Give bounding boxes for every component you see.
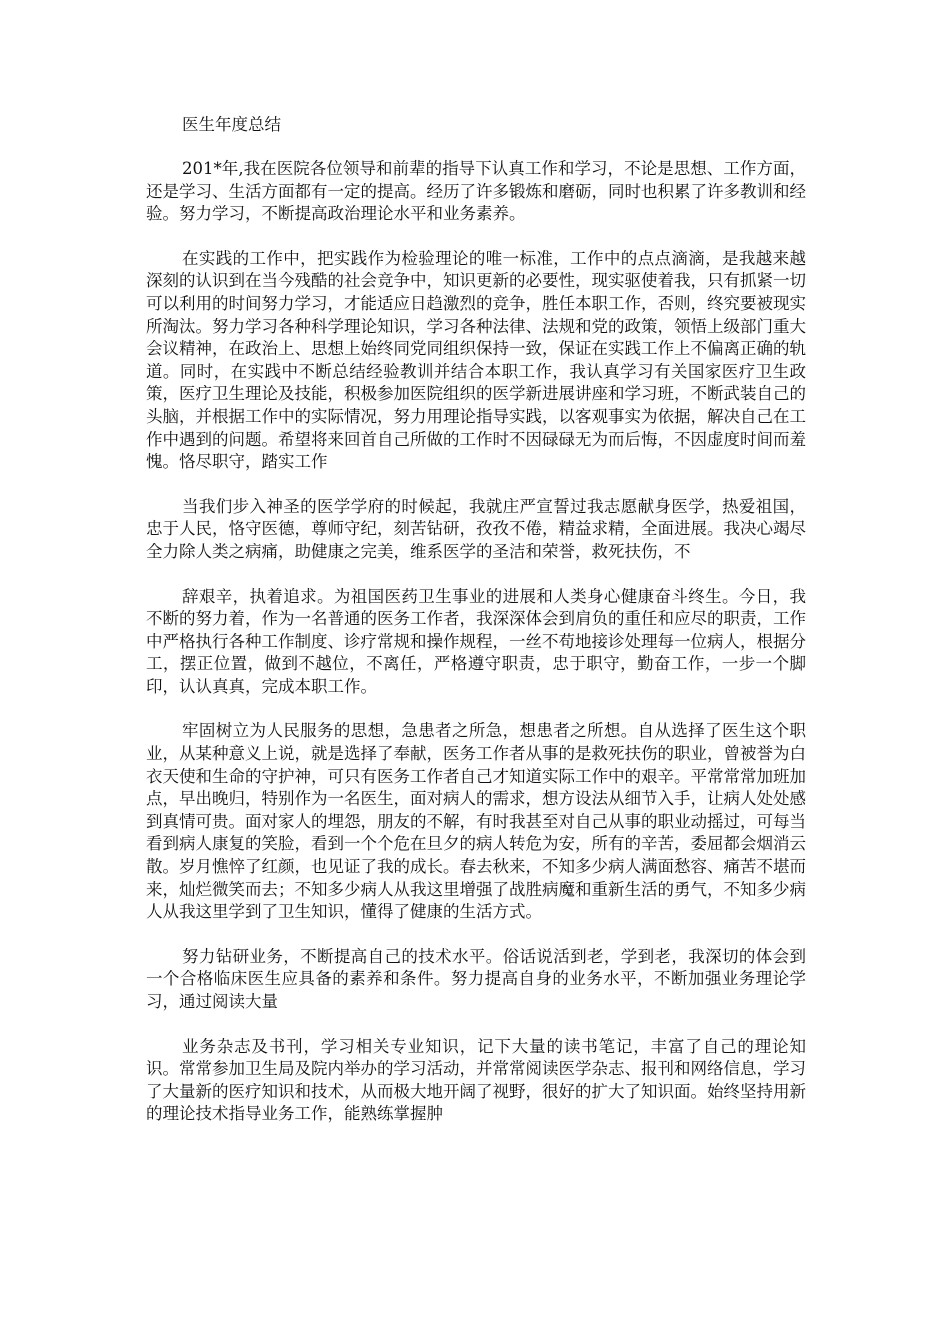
paragraph-7: 业务杂志及书刊，学习相关专业知识，记下大量的读书笔记，丰富了自己的理论知识。常常参加卫生局及院内举办的学习活动，并常常阅读医学杂志、报刊和网络信息，学习了大量新的医疗知识和技术，从而极大地开阔了视野，很好的扩大了知识面。始终坚持用新的理论技术指导业务工作，能熟练掌握肿 — [146, 1036, 806, 1124]
document-body — [146, 114, 806, 1148]
paragraph-4: 辞艰辛，执着追求。为祖国医药卫生事业的进展和人类身心健康奋斗终生。今日，我不断的努力着，作为一名普通的医务工作者，我深深体会到肩负的重任和应尽的职责，工作中严格执行各种工作制度、诊疗常规和操作规程，一丝不苟地接诊处理每一位病人，根据分工，摆正位置，做到不越位，不离任，严格遵守职责，忠于职守，勤奋工作，一步一个脚印，认认真真，完成本职工作。 — [146, 586, 806, 696]
paragraph-1: 201*年,我在医院各位领导和前辈的指导下认真工作和学习，不论是思想、工作方面，还是学习、生活方面都有一定的提高。经历了许多锻炼和磨砺，同时也积累了许多教训和经验。努力学习，不断提高政治理论水平和业务素养。 — [146, 159, 806, 224]
document-title: 医生年度总结 — [182, 115, 281, 134]
paragraph-6: 努力钻研业务，不断提高自己的技术水平。俗话说活到老，学到老，我深切的体会到一个合格临床医生应具备的素养和条件。努力提高自身的业务水平，不断加强业务理论学习，通过阅读大量 — [146, 946, 806, 1011]
paragraph-5: 牢固树立为人民服务的思想，急患者之所急，想患者之所想。自从选择了医生这个职业，从某种意义上说，就是选择了奉献，医务工作者从事的是救死扶伤的职业，曾被誉为白衣天使和生命的守护神，可只有医务工作者自己才知道实际工作中的艰辛。平常常常加班加点，早出晚归，特别作为一名医生，面对病人的需求，想方设法从细节入手，让病人处处感到真情可贵。面对家人的埋怨，朋友的不解，有时我甚至对自己从事的职业动摇过，可每当看到病人康复的笑脸，看到一个个危在旦夕的病人转危为安，所有的辛苦，委屈都会烟消云散。岁月憔悴了红颜，也见证了我的成长。春去秋来，不知多少病人满面愁容、痛苦不堪而来，灿烂微笑而去；不知多少病人从我这里增强了战胜病魔和重新生活的勇气，不知多少病人从我这里学到了卫生知识，懂得了健康的生活方式。 — [146, 721, 806, 922]
paragraph-3: 当我们步入神圣的医学学府的时候起，我就庄严宣誓过我志愿献身医学，热爱祖国，忠于人民，恪守医德，尊师守纪，刻苦钻研，孜孜不倦，精益求精，全面进展。我决心竭尽全力除人类之病痛，助健康之完美，维系医学的圣洁和荣誉，救死扶伤，不 — [146, 496, 806, 561]
paragraph-2: 在实践的工作中，把实践作为检验理论的唯一标准，工作中的点点滴滴，是我越来越深刻的认识到在当今残酷的社会竞争中，知识更新的必要性，现实驱使着我，只有抓紧一切可以利用的时间努力学习，才能适应日趋激烈的竞争，胜任本职工作，否则，终究要被现实所淘汰。努力学习各种科学理论知识，学习各种法律、法规和党的政策，领悟上级部门重大会议精神，在政治上、思想上始终同党同组织保持一致，保证在实践工作上不偏离正确的轨道。同时，在实践中不断总结经验教训并结合本职工作，我认真学习有关国家医疗卫生政策，医疗卫生理论及技能，积极参加医院组织的医学新进展讲座和学习班，不断武装自己的头脑，并根据工作中的实际情况，努力用理论指导实践，以客观事实为依据，解决自己在工作中遇到的问题。希望将来回首自己所做的工作时不因碌碌无为而后悔，不因虚度时间而羞愧。恪尽职守，踏实工作 — [146, 248, 806, 472]
